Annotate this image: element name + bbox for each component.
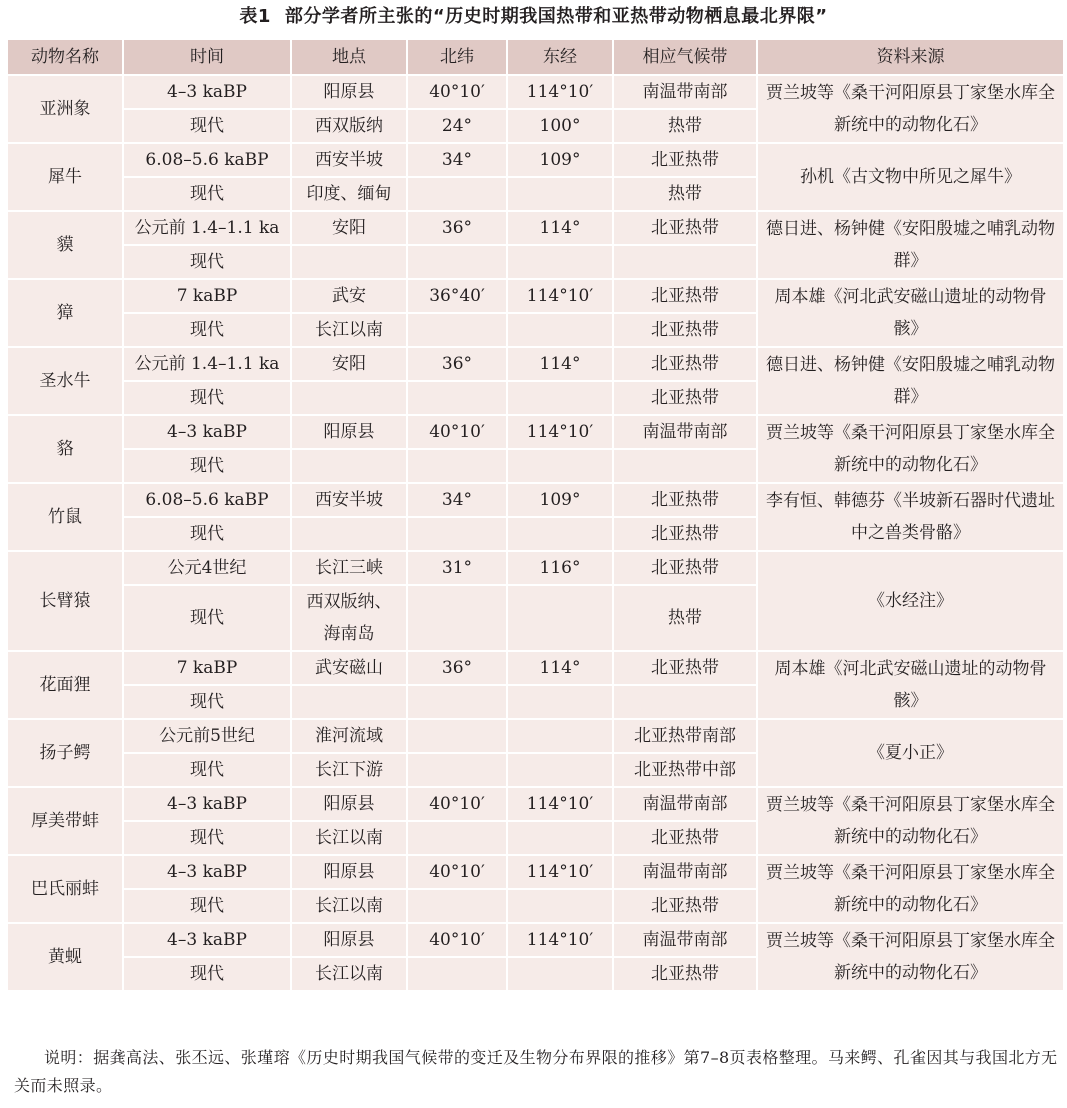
place-cell: 阳原县 <box>291 855 407 889</box>
col-header-climate-zone: 相应气候带 <box>613 39 757 75</box>
source-cell: 孙机《古文物中所见之犀牛》 <box>757 143 1064 211</box>
longitude-cell <box>507 245 613 279</box>
latitude-cell: 34° <box>407 143 507 177</box>
place-cell: 西双版纳 <box>291 109 407 143</box>
table-row <box>7 279 1064 313</box>
longitude-cell <box>507 889 613 923</box>
climate-zone-cell: 热带 <box>613 585 757 651</box>
latitude-cell: 40°10′ <box>407 787 507 821</box>
place-cell: 印度、缅甸 <box>291 177 407 211</box>
longitude-cell <box>507 957 613 991</box>
place-cell: 西安半坡 <box>291 483 407 517</box>
longitude-cell <box>507 685 613 719</box>
longitude-cell: 114° <box>507 211 613 245</box>
time-cell: 公元前5世纪 <box>123 719 291 753</box>
place-cell: 长江三峡 <box>291 551 407 585</box>
col-header-source: 资料来源 <box>757 39 1064 75</box>
latitude-cell: 40°10′ <box>407 855 507 889</box>
climate-zone-cell: 北亚热带 <box>613 347 757 381</box>
place-cell: 长江以南 <box>291 957 407 991</box>
latitude-cell: 34° <box>407 483 507 517</box>
place-cell: 武安磁山 <box>291 651 407 685</box>
climate-zone-cell: 北亚热带 <box>613 211 757 245</box>
longitude-cell: 114°10′ <box>507 415 613 449</box>
source-cell: 贾兰坡等《桑干河阳原县丁家堡水库全新统中的动物化石》 <box>757 855 1064 923</box>
table-number: 表1 <box>239 6 271 27</box>
animal-name-cell: 圣水牛 <box>7 347 123 415</box>
place-cell: 长江以南 <box>291 313 407 347</box>
table-row <box>7 143 1064 177</box>
latitude-cell <box>407 719 507 753</box>
animal-name-cell: 獐 <box>7 279 123 347</box>
latitude-cell <box>407 313 507 347</box>
time-cell: 4–3 kaBP <box>123 855 291 889</box>
table-row <box>7 75 1064 109</box>
table-row <box>7 787 1064 821</box>
climate-zone-cell: 南温带南部 <box>613 787 757 821</box>
time-cell: 现代 <box>123 753 291 787</box>
longitude-cell <box>507 753 613 787</box>
climate-zone-cell: 北亚热带 <box>613 279 757 313</box>
longitude-cell <box>507 177 613 211</box>
longitude-cell: 114°10′ <box>507 75 613 109</box>
animal-name-cell: 犀牛 <box>7 143 123 211</box>
table-row <box>7 651 1064 685</box>
latitude-cell: 36° <box>407 211 507 245</box>
col-header-place: 地点 <box>291 39 407 75</box>
climate-zone-cell: 北亚热带 <box>613 143 757 177</box>
time-cell: 6.08–5.6 kaBP <box>123 483 291 517</box>
latitude-cell: 36° <box>407 347 507 381</box>
place-cell: 阳原县 <box>291 75 407 109</box>
place-cell <box>291 449 407 483</box>
place-cell: 长江下游 <box>291 753 407 787</box>
climate-zone-cell: 北亚热带 <box>613 957 757 991</box>
climate-zone-cell: 北亚热带 <box>613 651 757 685</box>
latitude-cell: 40°10′ <box>407 75 507 109</box>
longitude-cell <box>507 381 613 415</box>
time-cell: 现代 <box>123 313 291 347</box>
latitude-cell <box>407 889 507 923</box>
table-row <box>7 719 1064 753</box>
longitude-cell: 114° <box>507 347 613 381</box>
time-cell: 现代 <box>123 685 291 719</box>
source-cell: 《夏小正》 <box>757 719 1064 787</box>
animal-name-cell: 竹鼠 <box>7 483 123 551</box>
table-header <box>7 39 1064 75</box>
animal-name-cell: 亚洲象 <box>7 75 123 143</box>
col-header-name: 动物名称 <box>7 39 123 75</box>
place-cell <box>291 245 407 279</box>
place-cell: 阳原县 <box>291 787 407 821</box>
source-cell: 德日进、杨钟健《安阳殷墟之哺乳动物群》 <box>757 347 1064 415</box>
table-row <box>7 415 1064 449</box>
latitude-cell: 36° <box>407 651 507 685</box>
time-cell: 现代 <box>123 449 291 483</box>
climate-zone-cell <box>613 685 757 719</box>
animal-name-cell: 巴氏丽蚌 <box>7 855 123 923</box>
time-cell: 6.08–5.6 kaBP <box>123 143 291 177</box>
climate-zone-cell: 北亚热带 <box>613 821 757 855</box>
place-cell: 阳原县 <box>291 923 407 957</box>
latitude-cell: 24° <box>407 109 507 143</box>
source-cell: 《水经注》 <box>757 551 1064 651</box>
source-cell: 德日进、杨钟健《安阳殷墟之哺乳动物群》 <box>757 211 1064 279</box>
time-cell: 4–3 kaBP <box>123 787 291 821</box>
latitude-cell <box>407 449 507 483</box>
source-cell: 贾兰坡等《桑干河阳原县丁家堡水库全新统中的动物化石》 <box>757 787 1064 855</box>
time-cell: 现代 <box>123 821 291 855</box>
place-cell <box>291 381 407 415</box>
source-cell: 贾兰坡等《桑干河阳原县丁家堡水库全新统中的动物化石》 <box>757 415 1064 483</box>
time-cell: 7 kaBP <box>123 279 291 313</box>
climate-zone-cell: 北亚热带 <box>613 381 757 415</box>
latitude-cell: 36°40′ <box>407 279 507 313</box>
latitude-cell <box>407 821 507 855</box>
longitude-cell: 114°10′ <box>507 923 613 957</box>
climate-zone-cell: 南温带南部 <box>613 923 757 957</box>
time-cell: 现代 <box>123 517 291 551</box>
time-cell: 现代 <box>123 889 291 923</box>
climate-zone-cell <box>613 245 757 279</box>
longitude-cell <box>507 517 613 551</box>
source-cell: 李有恒、韩德芬《半坡新石器时代遗址中之兽类骨骼》 <box>757 483 1064 551</box>
longitude-cell: 116° <box>507 551 613 585</box>
table-row <box>7 855 1064 889</box>
time-cell: 现代 <box>123 245 291 279</box>
place-cell: 长江以南 <box>291 821 407 855</box>
climate-zone-cell <box>613 449 757 483</box>
longitude-cell: 109° <box>507 483 613 517</box>
climate-zone-cell: 南温带南部 <box>613 415 757 449</box>
time-cell: 4–3 kaBP <box>123 415 291 449</box>
time-cell: 现代 <box>123 177 291 211</box>
place-cell: 长江以南 <box>291 889 407 923</box>
latitude-cell: 31° <box>407 551 507 585</box>
time-cell: 4–3 kaBP <box>123 923 291 957</box>
climate-zone-cell: 北亚热带 <box>613 551 757 585</box>
animal-name-cell: 黄蚬 <box>7 923 123 991</box>
table-row <box>7 551 1064 585</box>
place-cell: 阳原县 <box>291 415 407 449</box>
animal-boundary-table <box>6 38 1065 992</box>
place-cell: 西双版纳、 海南岛 <box>291 585 407 651</box>
animal-name-cell: 貉 <box>7 415 123 483</box>
animal-name-cell: 长臂猿 <box>7 551 123 651</box>
place-cell <box>291 685 407 719</box>
longitude-cell <box>507 313 613 347</box>
table-row <box>7 347 1064 381</box>
latitude-cell <box>407 585 507 651</box>
table-row <box>7 923 1064 957</box>
place-cell: 安阳 <box>291 211 407 245</box>
table-row <box>7 483 1064 517</box>
table-note <box>14 1044 1060 1100</box>
time-cell: 现代 <box>123 381 291 415</box>
source-cell: 贾兰坡等《桑干河阳原县丁家堡水库全新统中的动物化石》 <box>757 75 1064 143</box>
latitude-cell <box>407 381 507 415</box>
time-cell: 公元前 1.4–1.1 ka <box>123 211 291 245</box>
time-cell: 公元4世纪 <box>123 551 291 585</box>
table-body <box>7 75 1064 991</box>
time-cell: 现代 <box>123 109 291 143</box>
longitude-cell: 114°10′ <box>507 855 613 889</box>
climate-zone-cell: 南温带南部 <box>613 75 757 109</box>
longitude-cell <box>507 585 613 651</box>
time-cell: 现代 <box>123 957 291 991</box>
longitude-cell <box>507 821 613 855</box>
longitude-cell: 114°10′ <box>507 787 613 821</box>
climate-zone-cell: 北亚热带 <box>613 483 757 517</box>
latitude-cell: 40°10′ <box>407 415 507 449</box>
latitude-cell <box>407 517 507 551</box>
source-cell: 贾兰坡等《桑干河阳原县丁家堡水库全新统中的动物化石》 <box>757 923 1064 991</box>
longitude-cell: 100° <box>507 109 613 143</box>
place-cell: 安阳 <box>291 347 407 381</box>
place-cell: 淮河流域 <box>291 719 407 753</box>
climate-zone-cell: 南温带南部 <box>613 855 757 889</box>
col-header-longitude: 东经 <box>507 39 613 75</box>
time-cell: 现代 <box>123 585 291 651</box>
time-cell: 7 kaBP <box>123 651 291 685</box>
longitude-cell: 114°10′ <box>507 279 613 313</box>
animal-name-cell: 貘 <box>7 211 123 279</box>
climate-zone-cell: 热带 <box>613 109 757 143</box>
table-row <box>7 211 1064 245</box>
col-header-time: 时间 <box>123 39 291 75</box>
longitude-cell <box>507 449 613 483</box>
place-cell <box>291 517 407 551</box>
time-cell: 4–3 kaBP <box>123 75 291 109</box>
latitude-cell: 40°10′ <box>407 923 507 957</box>
animal-name-cell: 扬子鳄 <box>7 719 123 787</box>
climate-zone-cell: 北亚热带南部 <box>613 719 757 753</box>
climate-zone-cell: 北亚热带 <box>613 517 757 551</box>
table-title: 部分学者所主张的“历史时期我国热带和亚热带动物栖息最北界限” <box>284 6 828 27</box>
latitude-cell <box>407 245 507 279</box>
latitude-cell <box>407 753 507 787</box>
animal-name-cell: 花面狸 <box>7 651 123 719</box>
source-cell: 周本雄《河北武安磁山遗址的动物骨骸》 <box>757 651 1064 719</box>
latitude-cell <box>407 685 507 719</box>
header-row <box>7 39 1064 75</box>
animal-name-cell: 厚美带蚌 <box>7 787 123 855</box>
latitude-cell <box>407 177 507 211</box>
table-caption <box>0 2 1067 32</box>
climate-zone-cell: 北亚热带 <box>613 889 757 923</box>
time-cell: 公元前 1.4–1.1 ka <box>123 347 291 381</box>
longitude-cell: 109° <box>507 143 613 177</box>
climate-zone-cell: 北亚热带中部 <box>613 753 757 787</box>
climate-zone-cell: 北亚热带 <box>613 313 757 347</box>
col-header-latitude: 北纬 <box>407 39 507 75</box>
latitude-cell <box>407 957 507 991</box>
longitude-cell <box>507 719 613 753</box>
place-cell: 武安 <box>291 279 407 313</box>
source-cell: 周本雄《河北武安磁山遗址的动物骨骸》 <box>757 279 1064 347</box>
place-cell: 西安半坡 <box>291 143 407 177</box>
climate-zone-cell: 热带 <box>613 177 757 211</box>
table-note-text: 说明：据龚高法、张丕远、张瑾瑢《历史时期我国气候带的变迁及生物分布界限的推移》第7–8页表格整理。马来鳄、孔雀因其与我国北方无关而未照录。 <box>14 1048 1058 1095</box>
longitude-cell: 114° <box>507 651 613 685</box>
